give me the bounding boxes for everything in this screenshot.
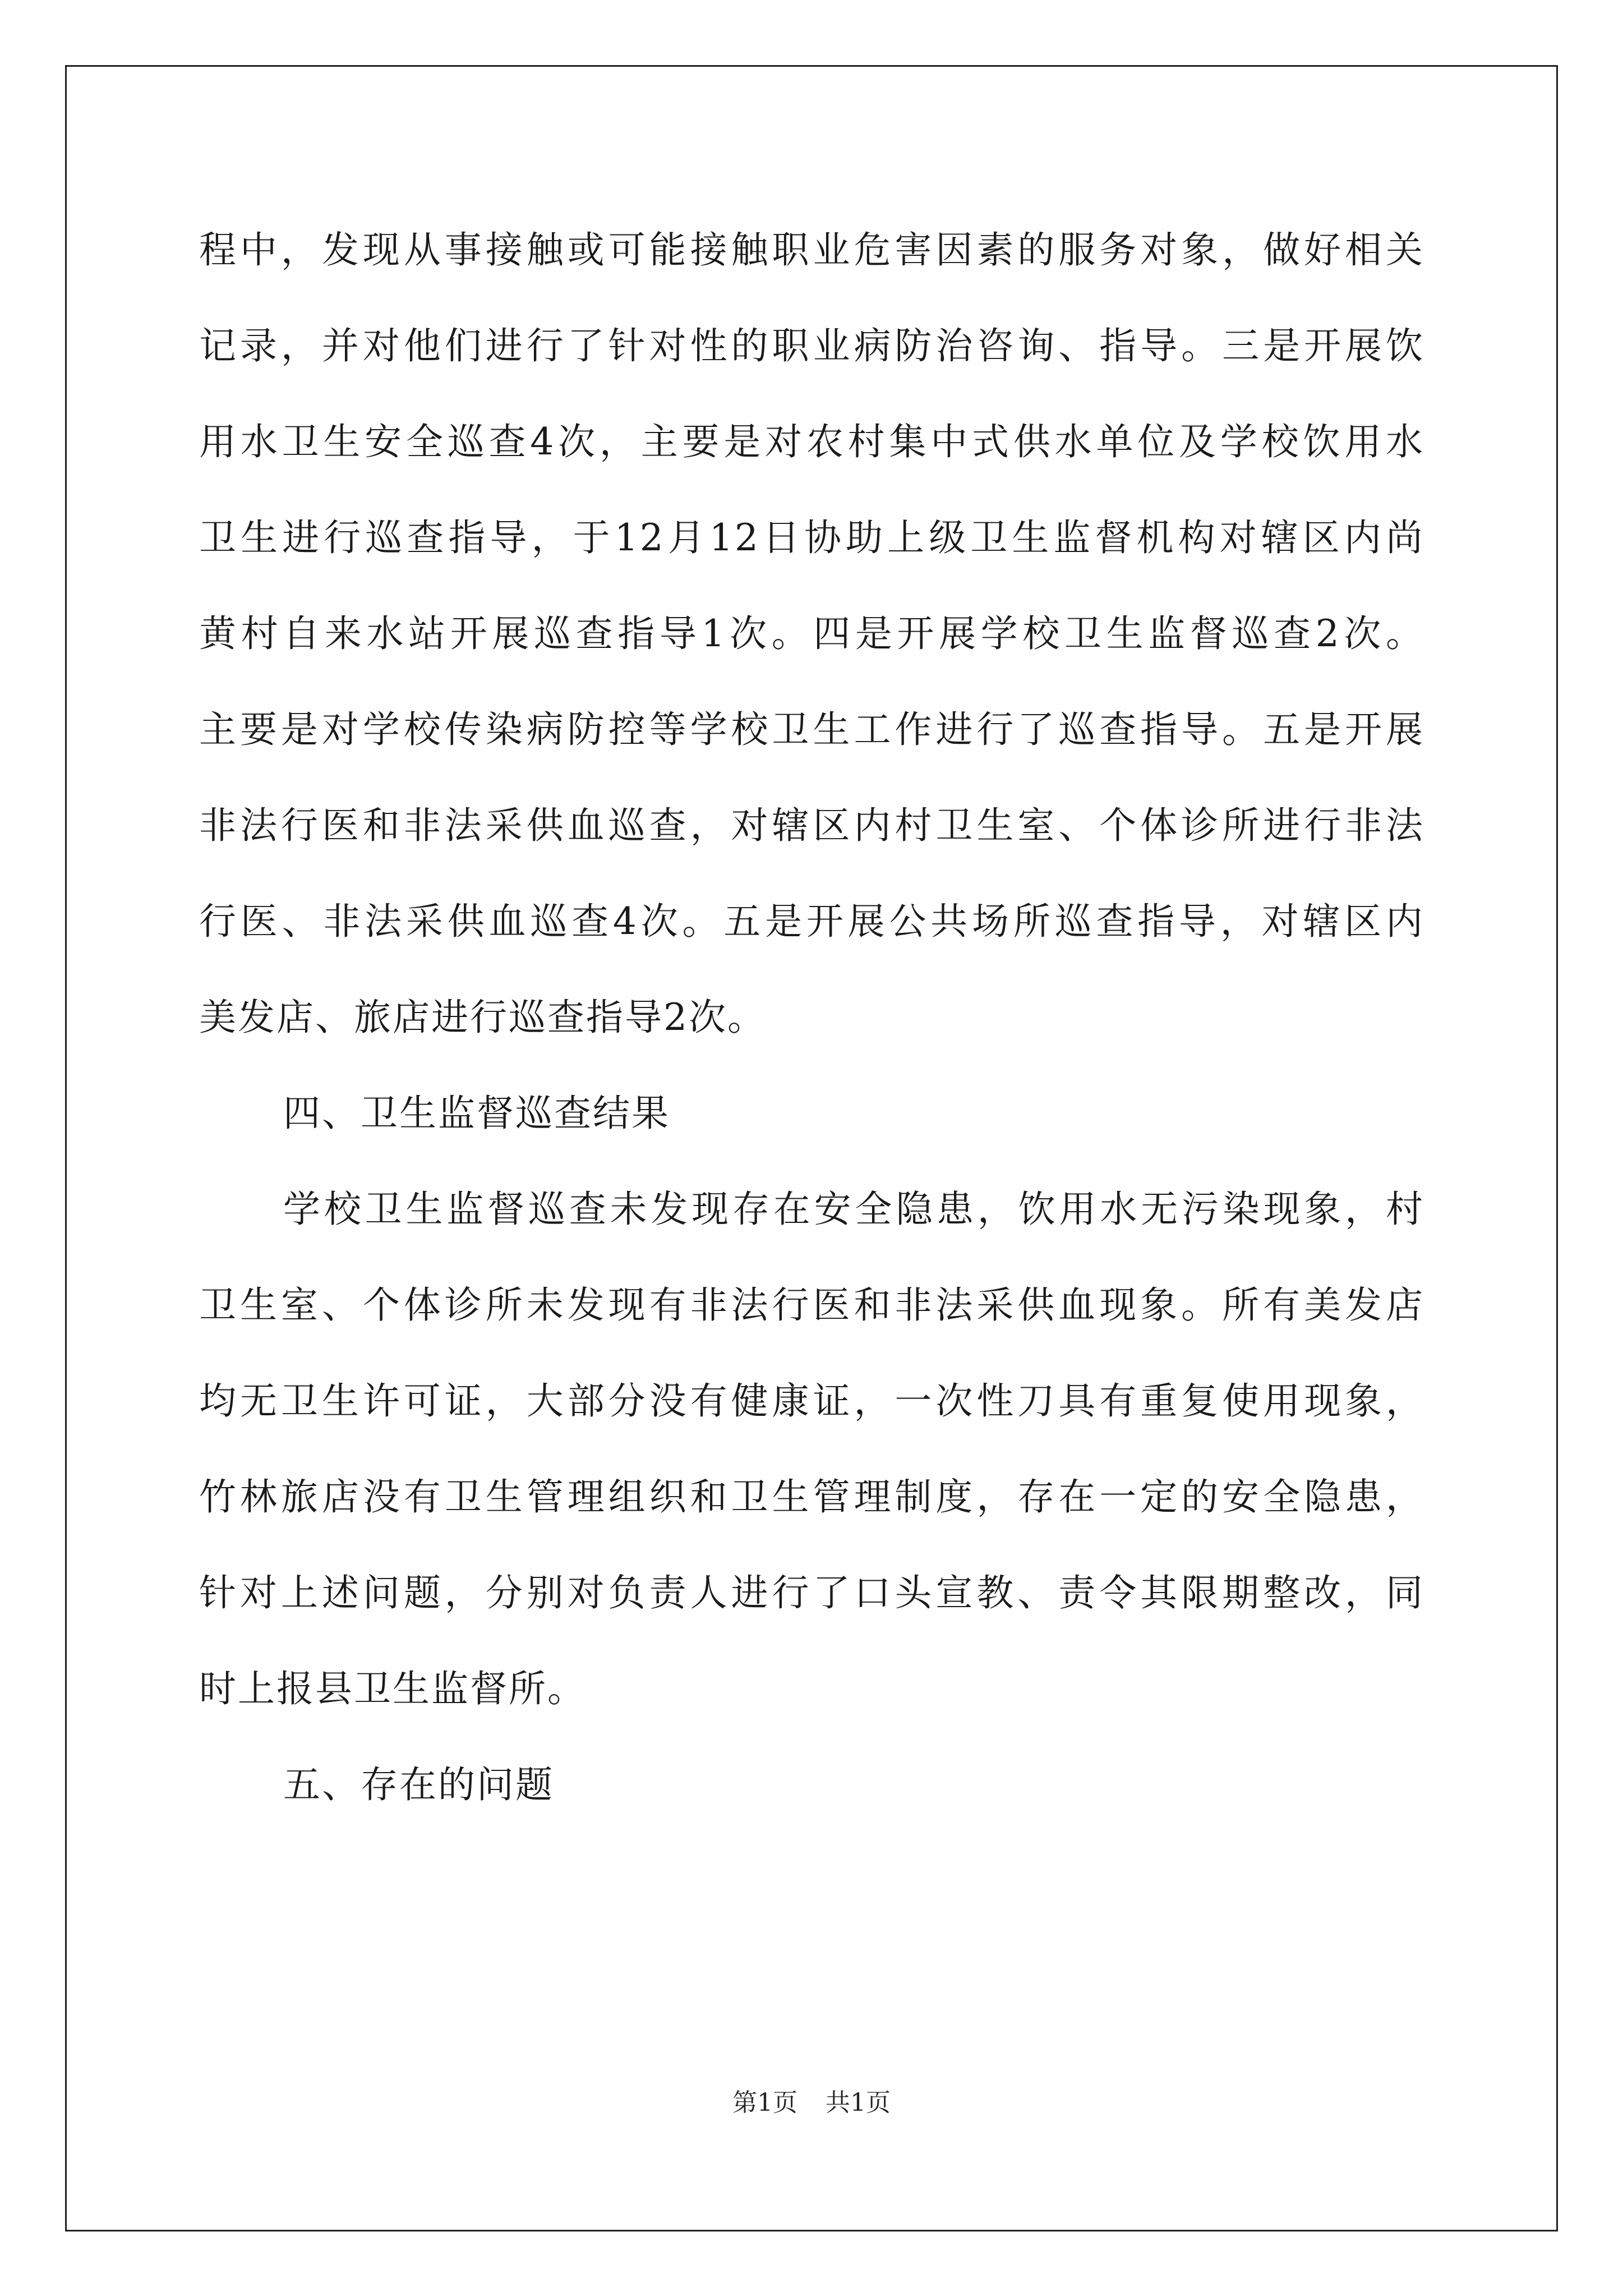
paragraph-line: 美发店、旅店进行巡查指导2次。 bbox=[199, 996, 766, 1039]
paragraph-line: 竹林旅店没有卫生管理组织和卫生管理制度，存在一定的安全隐患， bbox=[199, 1475, 1424, 1519]
paragraph-line: 时上报县卫生监督所。 bbox=[199, 1667, 586, 1710]
page-total: 共1页 bbox=[826, 2088, 891, 2117]
document-body bbox=[199, 202, 1424, 1833]
section-heading-4: 四、卫生监督巡查结果 bbox=[283, 1092, 670, 1135]
paragraph-line: 黄村自来水站开展巡查指导1次。四是开展学校卫生监督巡查2次。 bbox=[199, 612, 1424, 655]
paragraph-line: 卫生室、个体诊所未发现有非法行医和非法采供血现象。所有美发店 bbox=[199, 1283, 1424, 1327]
paragraph-line: 学校卫生监督巡查未发现存在安全隐患，饮用水无污染现象，村 bbox=[283, 1188, 1424, 1231]
paragraph-line: 记录，并对他们进行了针对性的职业病防治咨询、指导。三是开展饮 bbox=[199, 324, 1424, 367]
paragraph-line: 针对上述问题，分别对负责人进行了口头宣教、责令其限期整改，同 bbox=[199, 1571, 1424, 1614]
paragraph-line: 用水卫生安全巡查4次，主要是对农村集中式供水单位及学校饮用水 bbox=[199, 420, 1424, 463]
section-heading-5: 五、存在的问题 bbox=[283, 1763, 554, 1806]
page-footer bbox=[0, 2082, 1623, 2118]
page-number: 第1页 bbox=[732, 2088, 797, 2117]
paragraph-line: 主要是对学校传染病防控等学校卫生工作进行了巡查指导。五是开展 bbox=[199, 708, 1424, 751]
paragraph-line: 行医、非法采供血巡查4次。五是开展公共场所巡查指导，对辖区内 bbox=[199, 900, 1424, 943]
paragraph-line: 均无卫生许可证，大部分没有健康证，一次性刀具有重复使用现象， bbox=[199, 1379, 1424, 1423]
paragraph-line: 程中，发现从事接触或可能接触职业危害因素的服务对象，做好相关 bbox=[199, 228, 1424, 272]
paragraph-line: 卫生进行巡查指导，于12月12日协助上级卫生监督机构对辖区内尚 bbox=[199, 516, 1424, 559]
paragraph-line: 非法行医和非法采供血巡查，对辖区内村卫生室、个体诊所进行非法 bbox=[199, 804, 1424, 847]
